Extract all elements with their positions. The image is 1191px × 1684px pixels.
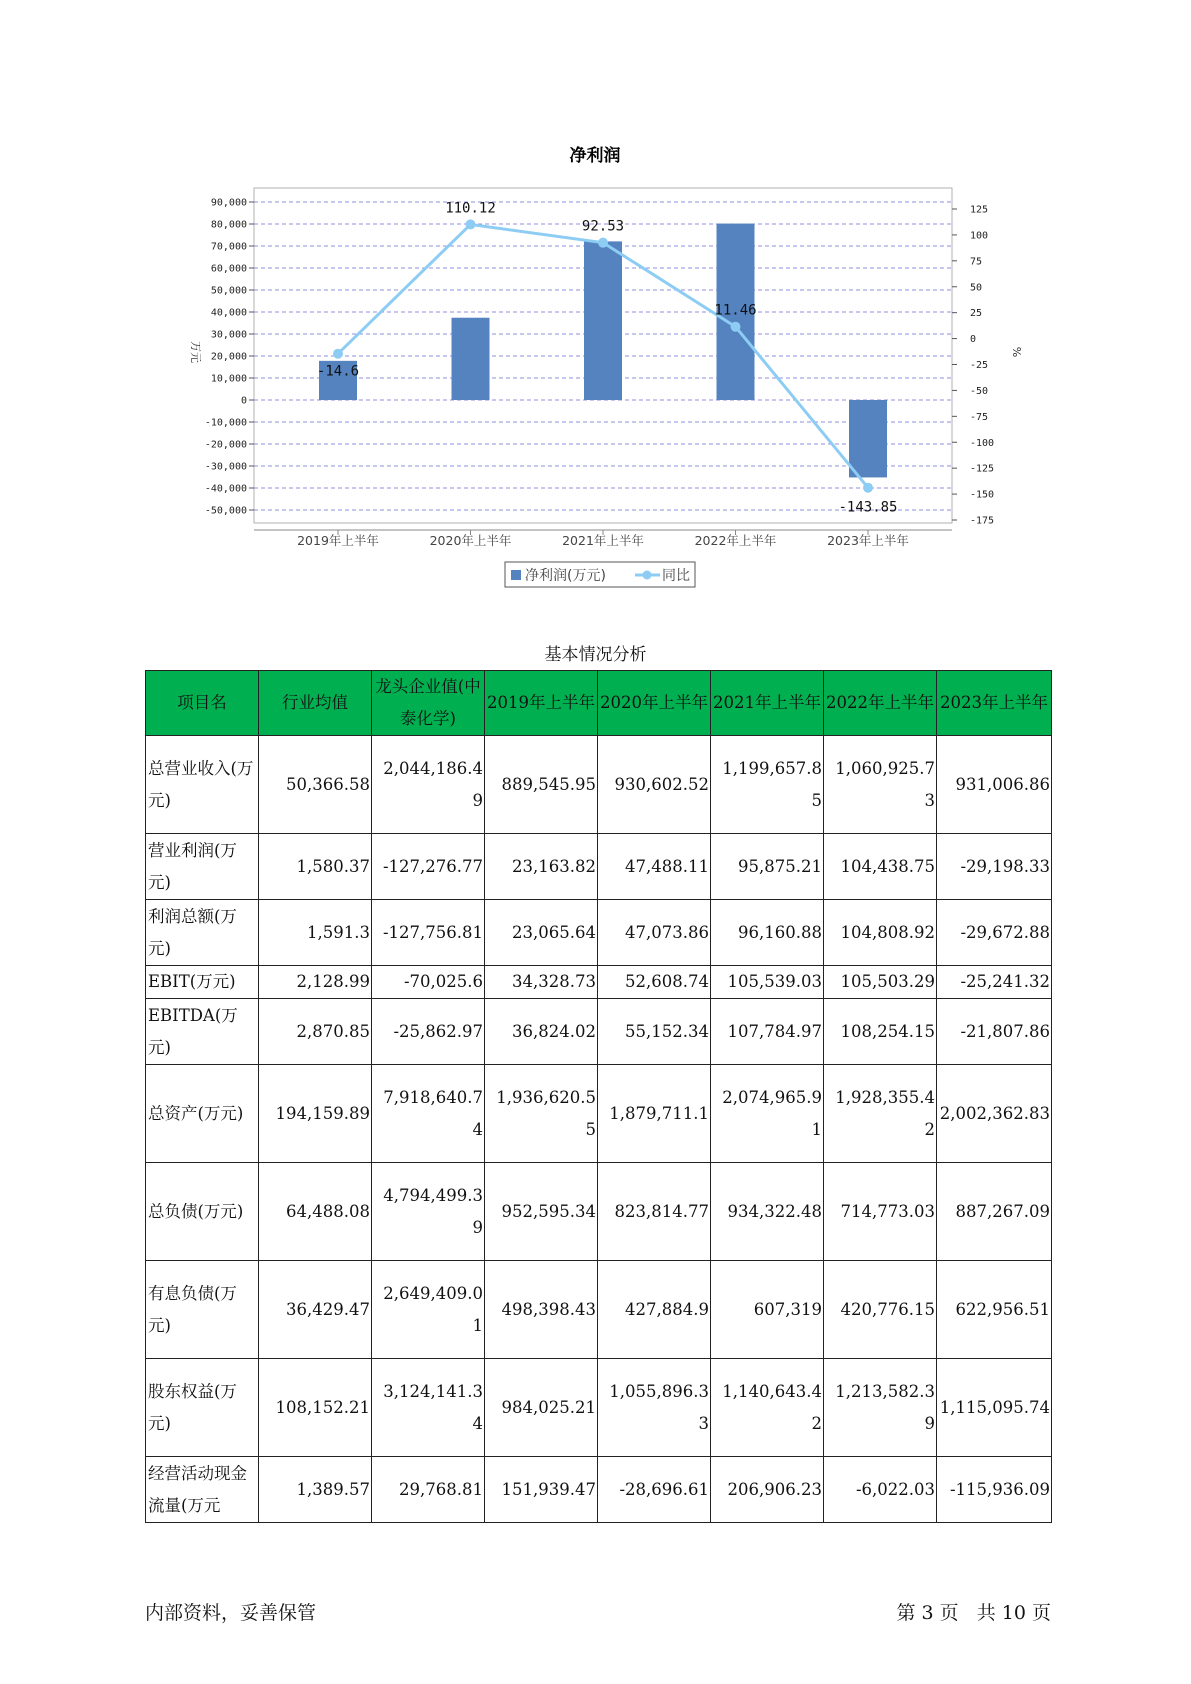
bar-net-profit	[584, 241, 622, 400]
yoy-point	[863, 483, 873, 493]
legend-label-yoy: 同比	[662, 568, 690, 584]
y-tick-label: -10,000	[204, 417, 247, 429]
value-cell: 50,366.58	[259, 736, 372, 834]
row-label-cell: 总营业收入(万元)	[146, 736, 259, 834]
value-cell: 23,065.64	[485, 900, 598, 966]
footer-page-number: 第 3 页 共 10 页	[896, 1602, 1051, 1624]
header-cell: 2022年上半年	[824, 671, 937, 736]
header-cell: 2021年上半年	[711, 671, 824, 736]
y2-tick-label: -75	[970, 411, 989, 423]
value-cell: 1,115,095.74	[937, 1359, 1052, 1457]
row-label-cell: 总负债(万元)	[146, 1163, 259, 1261]
y-tick-label: 80,000	[210, 219, 247, 231]
value-cell: -28,696.61	[598, 1457, 711, 1523]
bar-net-profit	[452, 318, 490, 400]
value-cell: 108,254.15	[824, 999, 937, 1065]
legend-bar-swatch	[511, 570, 521, 580]
yoy-point	[598, 238, 608, 248]
row-label-cell: 利润总额(万元)	[146, 900, 259, 966]
row-label-cell: EBITDA(万元)	[146, 999, 259, 1065]
y2-tick-label: -100	[970, 437, 995, 449]
y-tick-label: 10,000	[210, 373, 247, 385]
value-cell: 47,488.11	[598, 834, 711, 900]
value-cell: 36,824.02	[485, 999, 598, 1065]
value-cell: 607,319	[711, 1261, 824, 1359]
y2-axis-label: %	[1010, 346, 1023, 358]
row-label-cell: 股东权益(万元)	[146, 1359, 259, 1457]
value-cell: -127,276.77	[372, 834, 485, 900]
value-cell: 930,602.52	[598, 736, 711, 834]
value-cell: 2,002,362.83	[937, 1065, 1052, 1163]
row-label-cell: EBIT(万元)	[146, 966, 259, 999]
value-cell: 104,438.75	[824, 834, 937, 900]
y-tick-label: 50,000	[210, 285, 247, 297]
header-cell: 2019年上半年	[485, 671, 598, 736]
value-cell: -127,756.81	[372, 900, 485, 966]
y2-tick-label: 25	[970, 308, 983, 320]
value-cell: -115,936.09	[937, 1457, 1052, 1523]
value-cell: 984,025.21	[485, 1359, 598, 1457]
value-cell: 206,906.23	[711, 1457, 824, 1523]
value-cell: 622,956.51	[937, 1261, 1052, 1359]
value-cell: 194,159.89	[259, 1065, 372, 1163]
table-row	[146, 1261, 1052, 1359]
value-cell: 34,328.73	[485, 966, 598, 999]
y2-tick-label: 100	[970, 230, 989, 242]
table-row	[146, 1359, 1052, 1457]
table-row	[146, 1457, 1052, 1523]
y-tick-label: 90,000	[210, 197, 247, 209]
y-tick-label: 60,000	[210, 263, 247, 275]
value-cell: 4,794,499.39	[372, 1163, 485, 1261]
y2-tick-label: 125	[970, 204, 989, 216]
value-cell: 889,545.95	[485, 736, 598, 834]
value-cell: 498,398.43	[485, 1261, 598, 1359]
y2-tick-label: 50	[970, 282, 983, 294]
value-cell: -6,022.03	[824, 1457, 937, 1523]
value-cell: 2,128.99	[259, 966, 372, 999]
value-cell: 52,608.74	[598, 966, 711, 999]
yoy-data-label: -14.6	[316, 363, 360, 380]
value-cell: 887,267.09	[937, 1163, 1052, 1261]
value-cell: 104,808.92	[824, 900, 937, 966]
value-cell: 1,580.37	[259, 834, 372, 900]
value-cell: 3,124,141.34	[372, 1359, 485, 1457]
row-label-cell: 经营活动现金流量(万元	[146, 1457, 259, 1523]
y2-tick-label: 0	[970, 334, 977, 346]
yoy-data-label: -143.85	[838, 499, 898, 516]
value-cell: 714,773.03	[824, 1163, 937, 1261]
header-cell: 行业均值	[259, 671, 372, 736]
y2-tick-label: 75	[970, 256, 983, 268]
value-cell: 1,936,620.55	[485, 1065, 598, 1163]
value-cell: 105,503.29	[824, 966, 937, 999]
value-cell: -21,807.86	[937, 999, 1052, 1065]
value-cell: 2,649,409.01	[372, 1261, 485, 1359]
yoy-point	[466, 219, 476, 229]
value-cell: 1,591.3	[259, 900, 372, 966]
value-cell: 55,152.34	[598, 999, 711, 1065]
table-row	[146, 1065, 1052, 1163]
value-cell: 427,884.9	[598, 1261, 711, 1359]
value-cell: -25,241.32	[937, 966, 1052, 999]
y-tick-label: 30,000	[210, 329, 247, 341]
bar-net-profit	[849, 400, 887, 477]
value-cell: 95,875.21	[711, 834, 824, 900]
y-tick-label: 70,000	[210, 241, 247, 253]
value-cell: 420,776.15	[824, 1261, 937, 1359]
yoy-point	[731, 322, 741, 332]
value-cell: 2,870.85	[259, 999, 372, 1065]
chart-title: 净利润	[569, 146, 621, 166]
value-cell: -29,198.33	[937, 834, 1052, 900]
value-cell: 7,918,640.74	[372, 1065, 485, 1163]
value-cell: 934,322.48	[711, 1163, 824, 1261]
x-tick-label: 2021年上半年	[562, 533, 644, 548]
table-row	[146, 900, 1052, 966]
row-label-cell: 营业利润(万元)	[146, 834, 259, 900]
value-cell: 823,814.77	[598, 1163, 711, 1261]
y-tick-label: 20,000	[210, 351, 247, 363]
x-tick-label: 2023年上半年	[827, 533, 909, 548]
x-tick-label: 2019年上半年	[297, 533, 379, 548]
y2-tick-label: -25	[970, 360, 989, 371]
value-cell: 1,140,643.42	[711, 1359, 824, 1457]
value-cell: 23,163.82	[485, 834, 598, 900]
value-cell: 96,160.88	[711, 900, 824, 966]
value-cell: 64,488.08	[259, 1163, 372, 1261]
yoy-data-label: 92.53	[581, 218, 625, 235]
value-cell: 1,060,925.73	[824, 736, 937, 834]
y2-tick-label: -50	[970, 385, 989, 397]
y-tick-label: -30,000	[204, 461, 247, 473]
table-row	[146, 736, 1052, 834]
basic-analysis-table	[145, 670, 1052, 1523]
value-cell: 1,879,711.1	[598, 1065, 711, 1163]
y-tick-label: -40,000	[204, 483, 247, 495]
y2-tick-label: -175	[970, 515, 995, 527]
value-cell: 1,928,355.42	[824, 1065, 937, 1163]
table-row	[146, 834, 1052, 900]
yoy-point	[333, 349, 343, 359]
y-axis-label: 万元	[189, 341, 202, 363]
value-cell: 1,213,582.39	[824, 1359, 937, 1457]
table-row	[146, 1163, 1052, 1261]
table-row	[146, 999, 1052, 1065]
header-cell: 2020年上半年	[598, 671, 711, 736]
value-cell: 151,939.47	[485, 1457, 598, 1523]
value-cell: 2,044,186.49	[372, 736, 485, 834]
value-cell: 29,768.81	[372, 1457, 485, 1523]
value-cell: 952,595.34	[485, 1163, 598, 1261]
value-cell: 47,073.86	[598, 900, 711, 966]
header-cell: 2023年上半年	[937, 671, 1052, 736]
y-tick-label: -50,000	[204, 505, 247, 517]
y-tick-label: 40,000	[210, 307, 247, 319]
value-cell: 1,055,896.33	[598, 1359, 711, 1457]
value-cell: 1,389.57	[259, 1457, 372, 1523]
value-cell: -70,025.6	[372, 966, 485, 999]
legend-label-net-profit: 净利润(万元)	[525, 568, 606, 584]
table-title: 基本情况分析	[544, 645, 647, 665]
value-cell: -25,862.97	[372, 999, 485, 1065]
value-cell: -29,672.88	[937, 900, 1052, 966]
legend-line-marker	[643, 571, 652, 580]
value-cell: 36,429.47	[259, 1261, 372, 1359]
value-cell: 2,074,965.91	[711, 1065, 824, 1163]
yoy-data-label: 11.46	[714, 302, 757, 319]
value-cell: 108,152.21	[259, 1359, 372, 1457]
y-tick-label: 0	[240, 395, 247, 407]
x-tick-label: 2020年上半年	[429, 533, 512, 548]
y-tick-label: -20,000	[204, 439, 247, 451]
table-header-row	[146, 671, 1052, 736]
yoy-data-label: 110.12	[445, 200, 496, 217]
table-row	[146, 966, 1052, 999]
y2-tick-label: -150	[970, 489, 995, 501]
footer-confidential: 内部资料，妥善保管	[145, 1602, 317, 1624]
row-label-cell: 总资产(万元)	[146, 1065, 259, 1163]
row-label-cell: 有息负债(万元)	[146, 1261, 259, 1359]
header-cell: 项目名	[146, 671, 259, 736]
header-cell: 龙头企业值(中泰化学)	[372, 671, 485, 736]
net-profit-chart	[0, 0, 1191, 600]
y2-tick-label: -125	[970, 463, 995, 475]
value-cell: 1,199,657.85	[711, 736, 824, 834]
value-cell: 107,784.97	[711, 999, 824, 1065]
value-cell: 105,539.03	[711, 966, 824, 999]
value-cell: 931,006.86	[937, 736, 1052, 834]
x-tick-label: 2022年上半年	[694, 533, 777, 548]
